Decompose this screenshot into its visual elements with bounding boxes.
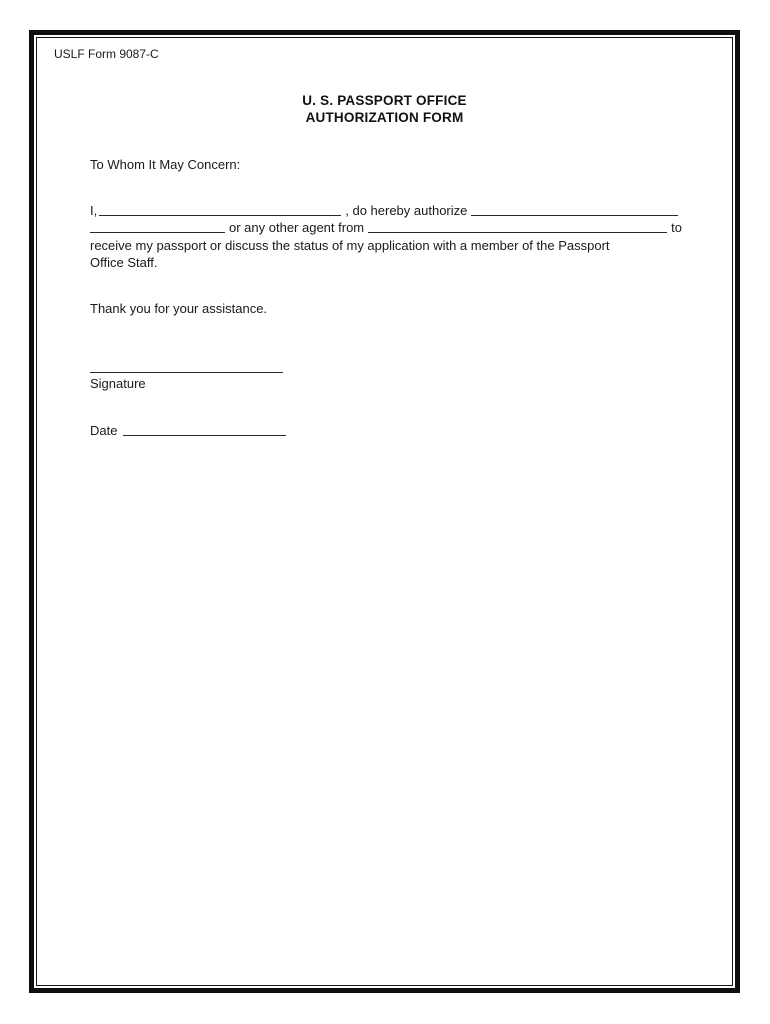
body-text-i: I, [90, 202, 98, 218]
principal-name-blank[interactable] [99, 203, 341, 216]
body-text-agent-from: or any other agent from [229, 220, 365, 235]
closing-text: Thank you for your assistance. [90, 301, 268, 316]
body-text-office-staff: Office Staff. [90, 255, 158, 270]
form-number: USLF Form 9087-C [54, 47, 159, 61]
agency-name-blank[interactable] [368, 220, 667, 233]
date-block [90, 423, 290, 438]
form-title [37, 92, 732, 126]
agent-name-blank[interactable] [471, 203, 678, 216]
signature-block [90, 372, 283, 391]
document-page [36, 37, 733, 986]
agent-name-blank-continued[interactable] [90, 220, 225, 233]
form-title-line2: AUTHORIZATION FORM [305, 110, 464, 125]
salutation-text: To Whom It May Concern: [90, 157, 241, 172]
paragraph-line-3 [90, 235, 682, 253]
body-text-receive: receive my passport or discuss the status of my application with a member of the Passport [90, 237, 610, 253]
paragraph-line-4 [90, 253, 682, 271]
date-blank[interactable] [123, 423, 286, 436]
document-border-frame [29, 30, 740, 993]
date-label: Date [90, 423, 118, 438]
body-text-to: to [671, 220, 682, 235]
authorization-paragraph [90, 200, 682, 270]
signature-line-blank[interactable] [90, 372, 283, 373]
paragraph-line-2 [90, 218, 682, 236]
form-title-line1: U. S. PASSPORT OFFICE [302, 93, 467, 108]
signature-label: Signature [90, 376, 146, 391]
body-text-authorize: , do hereby authorize [345, 202, 468, 218]
paragraph-line-1 [90, 200, 682, 218]
